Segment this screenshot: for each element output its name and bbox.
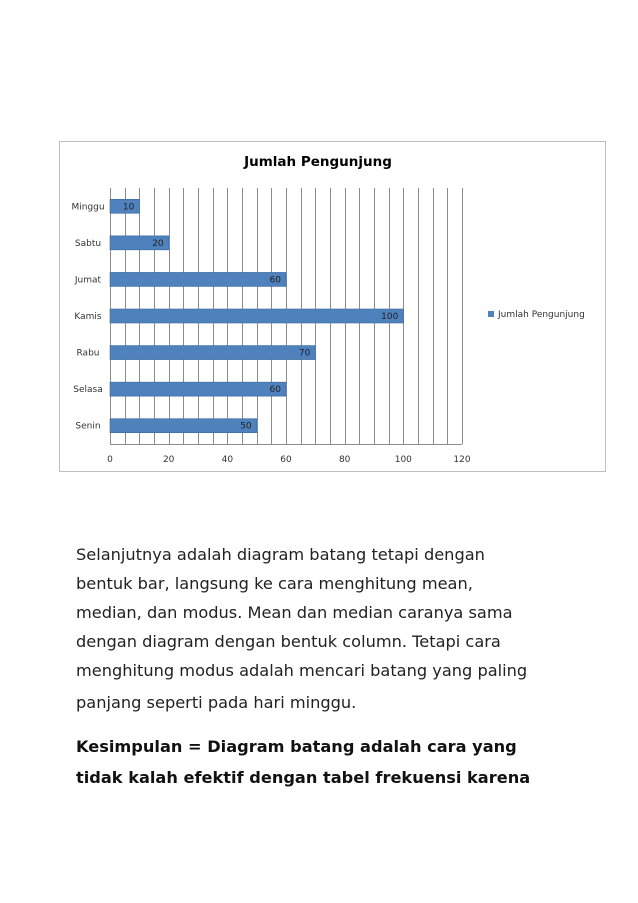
bar	[110, 382, 286, 396]
chart-canvas	[60, 142, 605, 471]
conclusion-line: Kesimpulan = Diagram batang adalah cara yang	[76, 737, 517, 756]
body-line: Selanjutnya adalah diagram batang tetapi dengan	[76, 545, 485, 564]
category-label: Jumat	[74, 275, 102, 286]
body-line: bentuk bar, langsung ke cara menghitung mean,	[76, 574, 473, 593]
category-label: Senin	[75, 421, 101, 432]
x-tick-label: 40	[221, 455, 234, 465]
data-label: 70	[298, 348, 311, 359]
body-paragraph	[76, 540, 596, 717]
legend-label: Jumlah Pengunjung	[498, 310, 585, 320]
body-line: panjang seperti pada hari minggu.	[76, 693, 357, 712]
chart-title: Jumlah Pengunjung	[244, 154, 392, 170]
body-line: menghitung modus adalah mencari batang yang paling	[76, 661, 528, 680]
x-tick-label: 100	[394, 455, 412, 465]
data-label: 60	[269, 385, 281, 396]
data-label: 10	[122, 202, 135, 213]
body-line: dengan diagram dengan bentuk column. Tetapi cara	[76, 632, 501, 651]
category-label: Selasa	[73, 385, 103, 396]
x-tick-label: 20	[162, 455, 175, 465]
x-tick-label: 80	[338, 455, 351, 465]
x-tick-label: 0	[107, 455, 113, 465]
category-label: Kamis	[74, 312, 102, 322]
x-tick-label: 60	[280, 455, 292, 465]
data-label: 50	[240, 421, 252, 432]
category-label: Rabu	[76, 348, 100, 359]
legend-swatch	[488, 311, 494, 317]
x-tick-label: 120	[453, 455, 471, 465]
body-line: median, dan modus. Mean dan median caranya sama	[76, 603, 513, 622]
bar	[110, 346, 315, 360]
bar-chart	[59, 141, 606, 472]
data-label: 100	[381, 312, 399, 322]
data-label: 60	[269, 275, 281, 286]
bar	[110, 272, 286, 286]
conclusion-paragraph	[76, 731, 596, 793]
data-label: 20	[152, 238, 164, 249]
bar	[110, 309, 403, 323]
bar	[110, 419, 257, 433]
conclusion-line: tidak kalah efektif dengan tabel frekuensi karena	[76, 768, 531, 787]
category-label: Minggu	[71, 202, 105, 213]
category-label: Sabtu	[74, 238, 102, 249]
